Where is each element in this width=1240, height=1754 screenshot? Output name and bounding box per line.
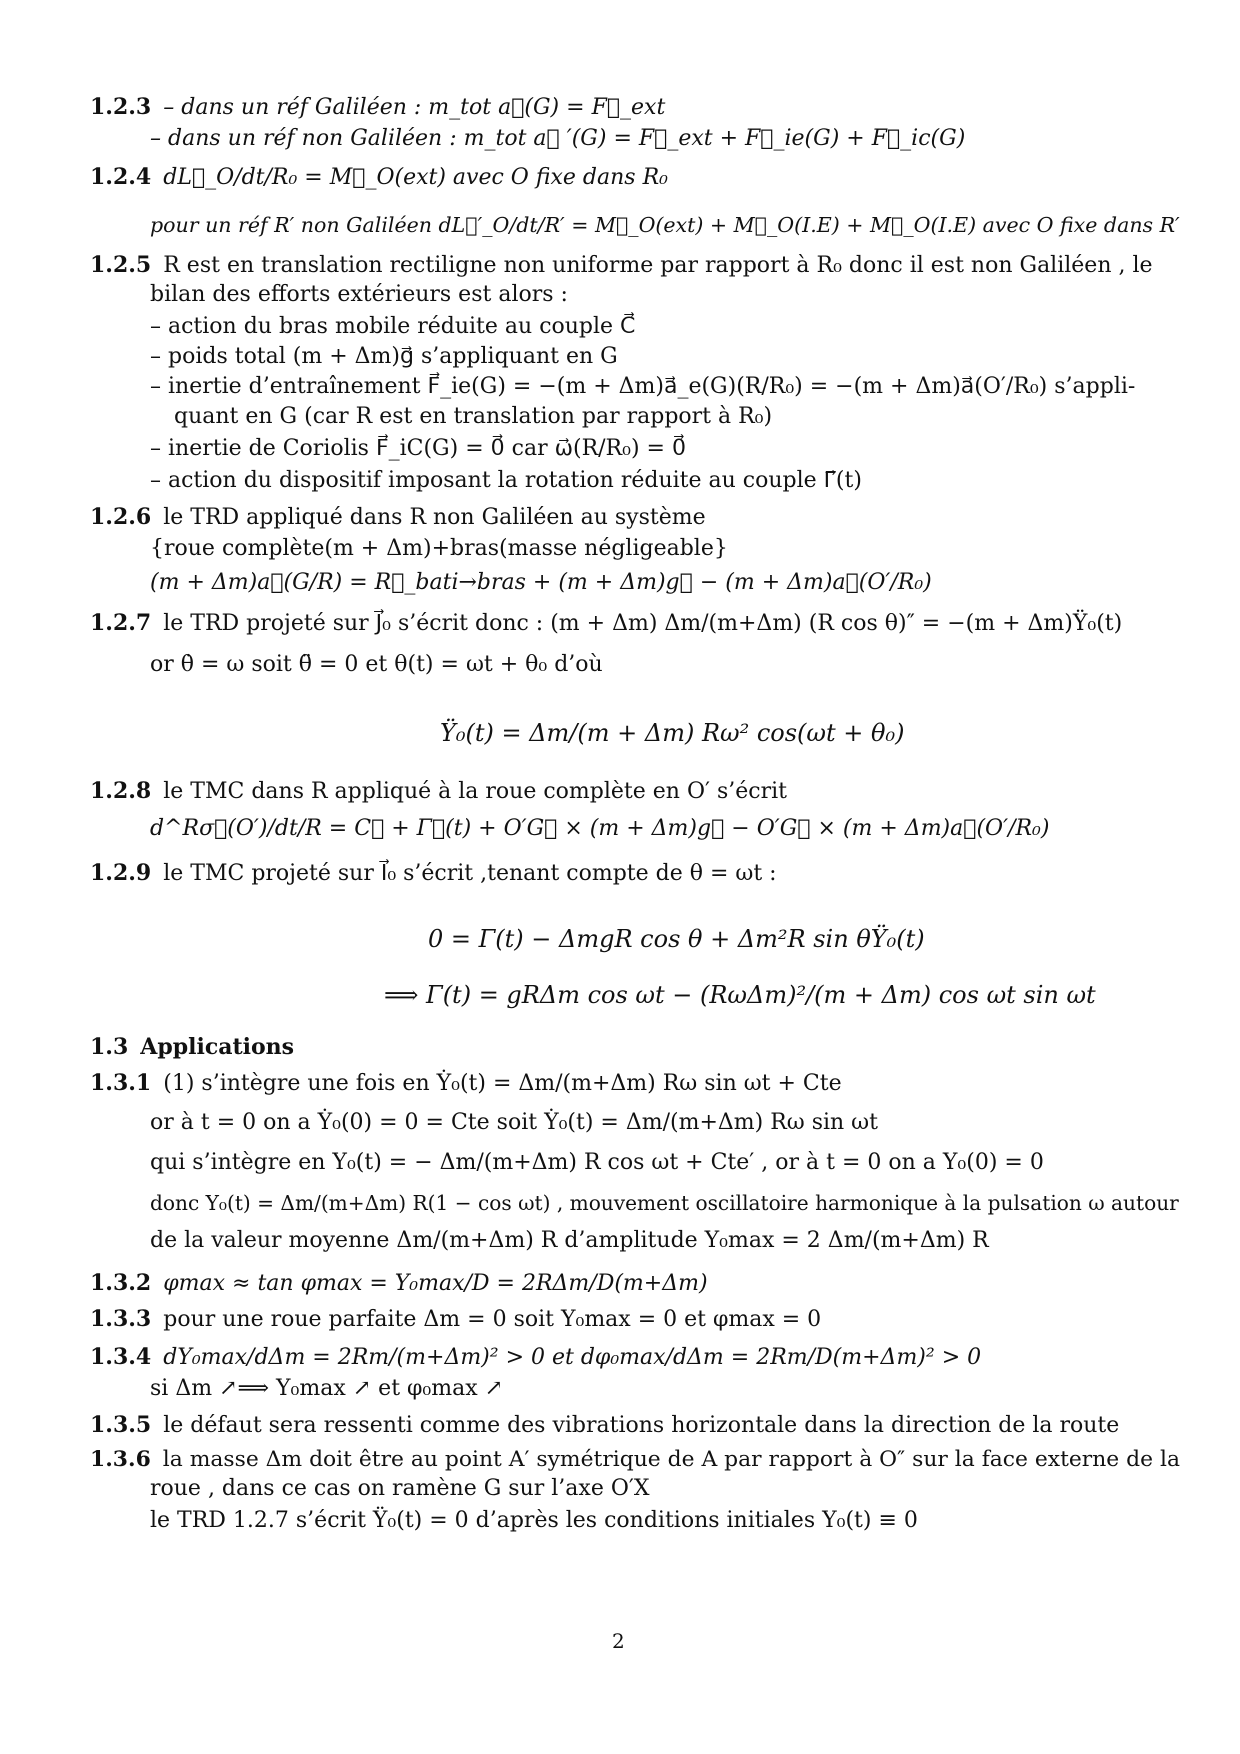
line-1-2-5-e [150,372,1135,402]
section-number: 1.3.5 [90,1412,152,1438]
line-1-2-8 [90,776,787,807]
section-number: 1.3.6 [90,1446,151,1472]
line-1-2-5-f [174,402,772,432]
line-text: – dans un réf Galiléen : m_tot a⃗(G) = F⃗_ext [163,95,666,120]
section-number: 1.3 [90,1034,129,1060]
line-1-2-6 [90,502,706,533]
line-1-3-6-b [150,1474,650,1504]
line-1-2-5-d [150,342,618,372]
section-number: 1.3.1 [90,1070,152,1096]
line-text: le TMC dans R appliqué à la roue complète en O′ s’écrit [163,779,787,804]
section-number: 1.3.4 [90,1344,152,1370]
line-text: roue , dans ce cas on ramène G sur l’axe O′X [150,1476,650,1501]
line-text: qui s’intègre en Y₀(t) = − Δm/(m+Δm) R cos ωt + Cte′ , or à t = 0 on a Y₀(0) = 0 [150,1150,1044,1175]
line-1-3-4 [90,1342,981,1373]
line-1-3-1-e [150,1226,989,1256]
line-1-2-8-b [150,814,1049,844]
line-text: la masse Δm doit être au point A′ symétrique de A par rapport à O″ sur la face externe de la [162,1447,1180,1472]
line-text: (1) s’intègre une fois en Ẏ₀(t) = Δm/(m+Δm) Rω sin ωt + Cte [163,1071,842,1096]
line-1-2-9 [90,858,777,889]
display-equation-tmc [428,924,925,954]
display-equation-gamma [384,980,1096,1010]
line-text: donc Y₀(t) = Δm/(m+Δm) R(1 − cos ωt) , mouvement oscillatoire harmonique à la pulsation ω autour [150,1191,1179,1215]
line-1-3-1-d [150,1188,1179,1218]
section-number: 1.2.3 [90,94,152,120]
line-text: φmax ≈ tan φmax = Y₀max/D = 2RΔm/D(m+Δm) [163,1271,708,1296]
section-number: 1.2.7 [90,610,152,636]
line-1-2-3 [90,92,665,123]
line-text: – action du dispositif imposant la rotation réduite au couple Γ⃗(t) [150,468,862,493]
line-text: si Δm ↗⟹ Y₀max ↗ et φ₀max ↗ [150,1376,504,1401]
line-text: le défaut sera ressenti comme des vibrations horizontale dans la direction de la route [163,1413,1120,1438]
line-1-3-6 [90,1444,1180,1475]
section-title: Applications [140,1034,295,1060]
line-text: bilan des efforts extérieurs est alors : [150,282,568,307]
line-1-2-5-c [150,312,635,342]
line-1-2-5-b [150,280,568,310]
line-1-2-4 [90,162,668,193]
line-1-2-6-b [150,534,728,564]
line-1-2-5-h [150,466,862,496]
line-text: pour un réf R′ non Galiléen dL⃗′_O/dt/R′ = M⃗_O(ext) + M⃗_O(I.E) + M⃗_O(I.E) avec O fixe dans R′ [150,213,1180,237]
line-1-3-5 [90,1410,1119,1441]
line-1-2-4-b [150,210,1180,240]
page-number-text: 2 [612,1629,625,1653]
line-text: R est en translation rectiligne non uniforme par rapport à R₀ donc il est non Galiléen , le [163,253,1153,278]
display-equation-y0-ddot [440,718,904,748]
line-text: quant en G (car R est en translation par rapport à R₀) [174,404,773,429]
line-1-3-1 [90,1068,842,1099]
section-number: 1.3.2 [90,1270,152,1296]
section-number: 1.2.9 [90,860,152,886]
line-1-2-7-b [150,650,603,680]
line-text: – action du bras mobile réduite au couple C⃗ [150,314,636,339]
line-text: d^Rσ⃗(O′)/dt/R = C⃗ + Γ⃗(t) + O′G⃗ × (m + Δm)g⃗ − O′G⃗ × (m + Δm)a⃗(O′/R₀) [150,816,1050,841]
line-1-2-5 [90,250,1153,281]
line-text: le TRD appliqué dans R non Galiléen au système [163,505,706,530]
line-1-2-7 [90,608,1122,639]
line-1-3-6-c [150,1506,918,1536]
line-1-2-6-c [150,568,932,598]
section-number: 1.2.4 [90,164,152,190]
section-heading-applications [90,1032,294,1063]
line-1-3-3 [90,1304,821,1335]
section-number: 1.2.5 [90,252,152,278]
line-1-3-1-c [150,1148,1044,1178]
equation-text: ⟹ Γ(t) = gRΔm cos ωt − (RωΔm)²/(m + Δm) cos ωt sin ωt [384,981,1096,1009]
section-number: 1.3.3 [90,1306,152,1332]
line-text: le TMC projeté sur I⃗₀ s’écrit ,tenant compte de θ = ωt : [163,861,777,886]
equation-text: Ÿ₀(t) = Δm/(m + Δm) Rω² cos(ωt + θ₀) [440,719,905,747]
line-text: – poids total (m + Δm)g⃗ s’appliquant en G [150,344,618,369]
line-text: or θ̇ = ω soit θ̈ = 0 et θ(t) = ωt + θ₀ d’où [150,652,603,677]
section-number: 1.2.6 [90,504,152,530]
line-1-3-2 [90,1268,708,1299]
line-text: – inertie de Coriolis F⃗_iC(G) = 0⃗ car ω⃗(R/R₀) = 0⃗ [150,436,686,461]
line-text: pour une roue parfaite Δm = 0 soit Y₀max = 0 et φmax = 0 [163,1307,822,1332]
line-text: de la valeur moyenne Δm/(m+Δm) R d’amplitude Y₀max = 2 Δm/(m+Δm) R [150,1228,989,1253]
line-text: dY₀max/dΔm = 2Rm/(m+Δm)² > 0 et dφ₀max/dΔm = 2Rm/D(m+Δm)² > 0 [163,1345,982,1370]
line-text: or à t = 0 on a Ẏ₀(0) = 0 = Cte soit Ẏ₀(t) = Δm/(m+Δm) Rω sin ωt [150,1110,878,1135]
line-text: (m + Δm)a⃗(G/R) = R⃗_bati→bras + (m + Δm)g⃗ − (m + Δm)a⃗(O′/R₀) [150,570,932,595]
line-1-2-3-b [150,124,965,154]
line-1-3-1-b [150,1108,878,1138]
line-1-2-5-g [150,434,686,464]
line-text: le TRD projeté sur J⃗₀ s’écrit donc : (m + Δm) Δm/(m+Δm) (R cos θ)″ = −(m + Δm)Ÿ₀(t) [163,611,1123,636]
line-text: – dans un réf non Galiléen : m_tot a⃗ ′(G) = F⃗_ext + F⃗_ie(G) + F⃗_ic(G) [150,126,966,151]
line-text: {roue complète(m + Δm)+bras(masse négligeable} [150,536,728,561]
line-1-3-4-b [150,1374,503,1404]
equation-text: 0 = Γ(t) − ΔmgR cos θ + Δm²R sin θŸ₀(t) [428,925,925,953]
line-text: le TRD 1.2.7 s’écrit Ÿ₀(t) = 0 d’après les conditions initiales Y₀(t) ≡ 0 [150,1508,918,1533]
page-number [612,1626,625,1656]
line-text: dL⃗_O/dt/R₀ = M⃗_O(ext) avec O fixe dans R₀ [163,165,668,190]
line-text: – inertie d’entraînement F⃗_ie(G) = −(m + Δm)a⃗_e(G)(R/R₀) = −(m + Δm)a⃗(O′/R₀) s’appli- [150,374,1136,399]
section-number: 1.2.8 [90,778,152,804]
